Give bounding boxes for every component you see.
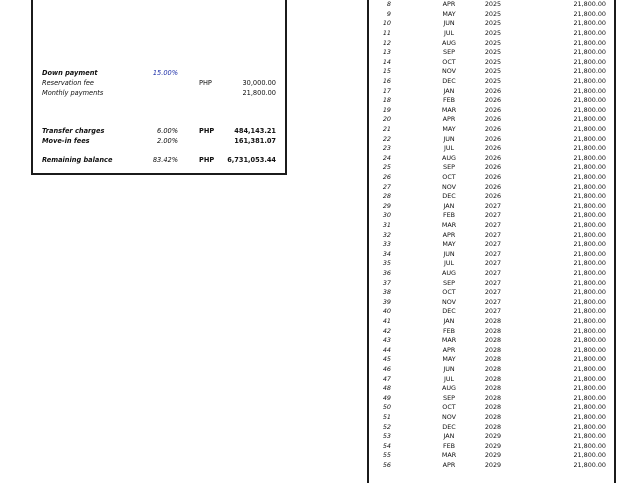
month-cell: AUG — [441, 384, 456, 393]
year-cell: 2026 — [484, 134, 502, 143]
payment-number-cell: 40 — [382, 307, 391, 316]
down-payment-label: Down payment — [42, 69, 98, 77]
year-cell: 2027 — [484, 249, 502, 258]
table-row — [369, 173, 614, 183]
transfer-charges-label: Transfer charges — [42, 127, 105, 135]
table-row — [369, 154, 614, 164]
year-cell: 2026 — [484, 182, 502, 191]
payment-number-cell: 41 — [382, 317, 391, 325]
amount-cell: 21,800.00 — [573, 374, 606, 383]
table-row — [369, 10, 614, 20]
amount-cell: 21,800.00 — [573, 259, 606, 268]
year-cell: 2026 — [484, 153, 502, 162]
move-in-fees-row — [33, 136, 285, 146]
table-row — [369, 29, 614, 39]
amount-cell: 21,800.00 — [573, 384, 606, 393]
amount-cell: 21,800.00 — [573, 345, 606, 354]
year-cell: 2026 — [484, 144, 502, 153]
remaining-balance-amount: 6,731,053.44 — [227, 156, 276, 164]
amount-cell: 21,800.00 — [573, 221, 606, 229]
year-cell: 2028 — [484, 422, 502, 431]
remaining-balance-pct: 83.42% — [152, 156, 178, 164]
month-cell: APR — [442, 115, 456, 124]
remaining-balance-currency: PHP — [199, 156, 215, 164]
year-cell: 2026 — [484, 192, 502, 201]
payment-number-cell: 18 — [382, 96, 391, 105]
amount-cell: 21,800.00 — [573, 317, 606, 325]
table-row — [369, 317, 614, 327]
month-cell: JAN — [443, 317, 455, 325]
payment-number-cell: 9 — [386, 9, 391, 18]
amount-cell: 21,800.00 — [573, 326, 606, 335]
amount-cell: 21,800.00 — [573, 307, 606, 316]
month-cell: JAN — [443, 86, 455, 95]
payment-number-cell: 33 — [382, 240, 391, 249]
year-cell: 2027 — [484, 269, 502, 277]
amount-cell: 21,800.00 — [573, 432, 606, 441]
amount-cell: 21,800.00 — [573, 125, 606, 133]
table-row — [369, 403, 614, 413]
month-cell: DEC — [442, 422, 456, 431]
table-row — [369, 432, 614, 442]
year-cell: 2028 — [484, 413, 502, 421]
year-cell: 2028 — [484, 317, 502, 325]
table-row — [369, 259, 614, 269]
year-cell: 2025 — [484, 38, 502, 47]
payment-schedule-table — [367, 0, 616, 483]
payment-number-cell: 42 — [382, 326, 391, 335]
down-payment-pct[interactable]: 15.00% — [152, 69, 178, 77]
payment-number-cell: 14 — [382, 57, 391, 66]
month-cell: JUL — [443, 144, 455, 153]
month-cell: APR — [442, 345, 456, 354]
month-cell: MAY — [442, 355, 456, 364]
payment-number-cell: 34 — [382, 249, 391, 258]
year-cell: 2027 — [484, 240, 502, 249]
month-cell: MAR — [441, 105, 457, 114]
payment-number-cell: 13 — [382, 48, 391, 57]
remaining-balance-label: Remaining balance — [42, 156, 113, 164]
year-cell: 2027 — [484, 259, 502, 268]
table-row — [369, 0, 614, 10]
table-row — [369, 423, 614, 433]
table-row — [369, 106, 614, 116]
year-cell: 2027 — [484, 288, 502, 297]
year-cell: 2027 — [484, 230, 502, 239]
reservation-fee-amount: 30,000.00 — [242, 79, 276, 87]
payment-number-cell: 29 — [382, 201, 391, 210]
monthly-payments-amount: 21,800.00 — [242, 89, 276, 97]
payment-number-cell: 28 — [382, 192, 391, 201]
amount-cell: 21,800.00 — [573, 461, 606, 469]
payment-number-cell: 39 — [382, 297, 391, 306]
table-row — [369, 327, 614, 337]
month-cell: OCT — [442, 173, 456, 181]
table-row — [369, 394, 614, 404]
amount-cell: 21,800.00 — [573, 105, 606, 114]
payment-number-cell: 26 — [382, 173, 391, 181]
month-cell: FEB — [442, 441, 456, 450]
year-cell: 2026 — [484, 173, 502, 181]
month-cell: DEC — [442, 77, 456, 85]
year-cell: 2025 — [484, 29, 502, 37]
table-row — [369, 336, 614, 346]
table-row — [369, 192, 614, 202]
month-cell: DEC — [442, 192, 456, 201]
month-cell: MAY — [442, 125, 456, 133]
payment-number-cell: 22 — [382, 134, 391, 143]
monthly-payments-row — [33, 88, 285, 98]
year-cell: 2027 — [484, 211, 502, 220]
month-cell: MAY — [442, 9, 456, 18]
table-row — [369, 250, 614, 260]
transfer-charges-amount: 484,143.21 — [234, 127, 276, 135]
table-row — [369, 375, 614, 385]
amount-cell: 21,800.00 — [573, 355, 606, 364]
table-row — [369, 39, 614, 49]
amount-cell: 21,800.00 — [573, 211, 606, 220]
month-cell: DEC — [442, 307, 456, 316]
table-row — [369, 125, 614, 135]
month-cell: NOV — [441, 297, 457, 306]
year-cell: 2027 — [484, 297, 502, 306]
year-cell: 2028 — [484, 326, 502, 335]
amount-cell: 21,800.00 — [573, 240, 606, 249]
down-payment-row — [33, 68, 285, 78]
payment-number-cell: 52 — [382, 422, 391, 431]
payment-number-cell: 46 — [382, 365, 391, 373]
month-cell: JUL — [443, 29, 455, 37]
amount-cell: 21,800.00 — [573, 0, 606, 9]
table-row — [369, 346, 614, 356]
table-row — [369, 19, 614, 29]
amount-cell: 21,800.00 — [573, 29, 606, 37]
payment-number-cell: 32 — [382, 230, 391, 239]
payment-number-cell: 45 — [382, 355, 391, 364]
month-cell: MAY — [442, 240, 456, 249]
payment-number-cell: 30 — [382, 211, 391, 220]
table-row — [369, 461, 614, 471]
payment-number-cell: 47 — [382, 374, 391, 383]
amount-cell: 21,800.00 — [573, 413, 606, 421]
amount-cell: 21,800.00 — [573, 192, 606, 201]
table-row — [369, 442, 614, 452]
amount-cell: 21,800.00 — [573, 336, 606, 345]
payment-number-cell: 27 — [382, 182, 391, 191]
amount-cell: 21,800.00 — [573, 67, 606, 76]
amount-cell: 21,800.00 — [573, 278, 606, 287]
year-cell: 2027 — [484, 221, 502, 229]
month-cell: JUL — [443, 374, 455, 383]
amount-cell: 21,800.00 — [573, 134, 606, 143]
year-cell: 2029 — [484, 451, 502, 460]
year-cell: 2025 — [484, 48, 502, 57]
table-row — [369, 96, 614, 106]
month-cell: NOV — [441, 413, 457, 421]
amount-cell: 21,800.00 — [573, 173, 606, 181]
payment-number-cell: 23 — [382, 144, 391, 153]
month-cell: AUG — [441, 38, 456, 47]
month-cell: SEP — [443, 163, 455, 172]
table-row — [369, 58, 614, 68]
payment-number-cell: 16 — [382, 77, 391, 85]
amount-cell: 21,800.00 — [573, 38, 606, 47]
transfer-charges-pct: 6.00% — [157, 127, 178, 135]
table-row — [369, 77, 614, 87]
payment-number-cell: 56 — [382, 461, 391, 469]
month-cell: SEP — [443, 48, 455, 57]
year-cell: 2029 — [484, 461, 502, 469]
year-cell: 2025 — [484, 57, 502, 66]
table-row — [369, 163, 614, 173]
table-row — [369, 221, 614, 231]
month-cell: JUN — [443, 249, 455, 258]
transfer-charges-currency: PHP — [199, 127, 215, 135]
year-cell: 2025 — [484, 19, 502, 28]
month-cell: FEB — [442, 96, 456, 105]
payment-number-cell: 25 — [382, 163, 391, 172]
month-cell: NOV — [441, 182, 457, 191]
payment-number-cell: 20 — [382, 115, 391, 124]
amount-cell: 21,800.00 — [573, 403, 606, 412]
table-row — [369, 451, 614, 461]
month-cell: APR — [442, 230, 456, 239]
month-cell: FEB — [442, 211, 456, 220]
year-cell: 2026 — [484, 86, 502, 95]
amount-cell: 21,800.00 — [573, 393, 606, 402]
table-row — [369, 115, 614, 125]
payment-number-cell: 24 — [382, 153, 391, 162]
table-row — [369, 269, 614, 279]
year-cell: 2028 — [484, 374, 502, 383]
move-in-fees-amount: 161,381.07 — [234, 137, 276, 145]
month-cell: APR — [442, 461, 456, 469]
payment-number-cell: 35 — [382, 259, 391, 268]
remaining-balance-row — [33, 155, 285, 165]
month-cell: MAR — [441, 221, 457, 229]
amount-cell: 21,800.00 — [573, 86, 606, 95]
month-cell: MAR — [441, 336, 457, 345]
move-in-fees-pct: 2.00% — [157, 137, 178, 145]
table-row — [369, 384, 614, 394]
amount-cell: 21,800.00 — [573, 182, 606, 191]
year-cell: 2025 — [484, 77, 502, 85]
year-cell: 2028 — [484, 393, 502, 402]
payment-number-cell: 11 — [382, 29, 391, 37]
year-cell: 2028 — [484, 355, 502, 364]
table-row — [369, 365, 614, 375]
table-row — [369, 87, 614, 97]
table-row — [369, 231, 614, 241]
table-row — [369, 211, 614, 221]
table-row — [369, 413, 614, 423]
reservation-fee-label: Reservation fee — [42, 79, 94, 87]
amount-cell: 21,800.00 — [573, 422, 606, 431]
month-cell: APR — [442, 0, 456, 9]
month-cell: JAN — [443, 432, 455, 441]
month-cell: OCT — [442, 288, 456, 297]
amount-cell: 21,800.00 — [573, 297, 606, 306]
table-row — [369, 183, 614, 193]
payment-number-cell: 54 — [382, 441, 391, 450]
amount-cell: 21,800.00 — [573, 19, 606, 28]
payment-number-cell: 50 — [382, 403, 391, 412]
payment-number-cell: 48 — [382, 384, 391, 393]
month-cell: JAN — [443, 201, 455, 210]
table-row — [369, 298, 614, 308]
year-cell: 2028 — [484, 403, 502, 412]
month-cell: FEB — [442, 326, 456, 335]
year-cell: 2028 — [484, 384, 502, 393]
amount-cell: 21,800.00 — [573, 48, 606, 57]
amount-cell: 21,800.00 — [573, 115, 606, 124]
monthly-payments-label: Monthly payments — [42, 89, 104, 97]
table-row — [369, 48, 614, 58]
year-cell: 2026 — [484, 105, 502, 114]
month-cell: MAR — [441, 451, 457, 460]
amount-cell: 21,800.00 — [573, 144, 606, 153]
year-cell: 2027 — [484, 307, 502, 316]
year-cell: 2028 — [484, 336, 502, 345]
payment-number-cell: 53 — [382, 432, 391, 441]
amount-cell: 21,800.00 — [573, 441, 606, 450]
payment-number-cell: 55 — [382, 451, 391, 460]
month-cell: AUG — [441, 269, 456, 277]
amount-cell: 21,800.00 — [573, 163, 606, 172]
amount-cell: 21,800.00 — [573, 269, 606, 277]
payment-number-cell: 21 — [382, 125, 391, 133]
year-cell: 2026 — [484, 125, 502, 133]
reservation-fee-currency: PHP — [199, 79, 212, 87]
table-row — [369, 279, 614, 289]
table-row — [369, 288, 614, 298]
table-row — [369, 307, 614, 317]
month-cell: SEP — [443, 393, 455, 402]
payment-number-cell: 19 — [382, 105, 391, 114]
month-cell: AUG — [441, 153, 456, 162]
month-cell: OCT — [442, 403, 456, 412]
month-cell: JUN — [443, 134, 455, 143]
move-in-fees-label: Move-in fees — [42, 137, 90, 145]
transfer-charges-row — [33, 126, 285, 136]
payment-number-cell: 36 — [382, 269, 391, 277]
year-cell: 2026 — [484, 163, 502, 172]
year-cell: 2025 — [484, 0, 502, 9]
year-cell: 2027 — [484, 278, 502, 287]
month-cell: JUN — [443, 365, 455, 373]
amount-cell: 21,800.00 — [573, 230, 606, 239]
amount-cell: 21,800.00 — [573, 249, 606, 258]
year-cell: 2028 — [484, 365, 502, 373]
payment-number-cell: 49 — [382, 393, 391, 402]
month-cell: JUL — [443, 259, 455, 268]
amount-cell: 21,800.00 — [573, 365, 606, 373]
payment-number-cell: 51 — [382, 413, 391, 421]
payment-number-cell: 44 — [382, 345, 391, 354]
payment-number-cell: 31 — [382, 221, 391, 229]
amount-cell: 21,800.00 — [573, 451, 606, 460]
year-cell: 2027 — [484, 201, 502, 210]
reservation-fee-row — [33, 78, 285, 88]
year-cell: 2026 — [484, 96, 502, 105]
payment-number-cell: 37 — [382, 278, 391, 287]
amount-cell: 21,800.00 — [573, 77, 606, 85]
payment-number-cell: 43 — [382, 336, 391, 345]
amount-cell: 21,800.00 — [573, 9, 606, 18]
table-row — [369, 144, 614, 154]
table-row — [369, 67, 614, 77]
payment-number-cell: 8 — [386, 0, 391, 9]
amount-cell: 21,800.00 — [573, 201, 606, 210]
table-row — [369, 355, 614, 365]
payment-number-cell: 15 — [382, 67, 391, 76]
table-row — [369, 135, 614, 145]
year-cell: 2029 — [484, 441, 502, 450]
amount-cell: 21,800.00 — [573, 288, 606, 297]
year-cell: 2026 — [484, 115, 502, 124]
amount-cell: 21,800.00 — [573, 153, 606, 162]
year-cell: 2028 — [484, 345, 502, 354]
year-cell: 2025 — [484, 67, 502, 76]
year-cell: 2025 — [484, 9, 502, 18]
payment-number-cell: 10 — [382, 19, 391, 28]
payment-summary-panel — [31, 0, 287, 175]
month-cell: OCT — [442, 57, 456, 66]
payment-number-cell: 12 — [382, 38, 391, 47]
payment-number-cell: 38 — [382, 288, 391, 297]
amount-cell: 21,800.00 — [573, 96, 606, 105]
table-row — [369, 240, 614, 250]
month-cell: NOV — [441, 67, 457, 76]
year-cell: 2029 — [484, 432, 502, 441]
month-cell: JUN — [443, 19, 455, 28]
payment-number-cell: 17 — [382, 86, 391, 95]
month-cell: SEP — [443, 278, 455, 287]
table-row — [369, 202, 614, 212]
amount-cell: 21,800.00 — [573, 57, 606, 66]
